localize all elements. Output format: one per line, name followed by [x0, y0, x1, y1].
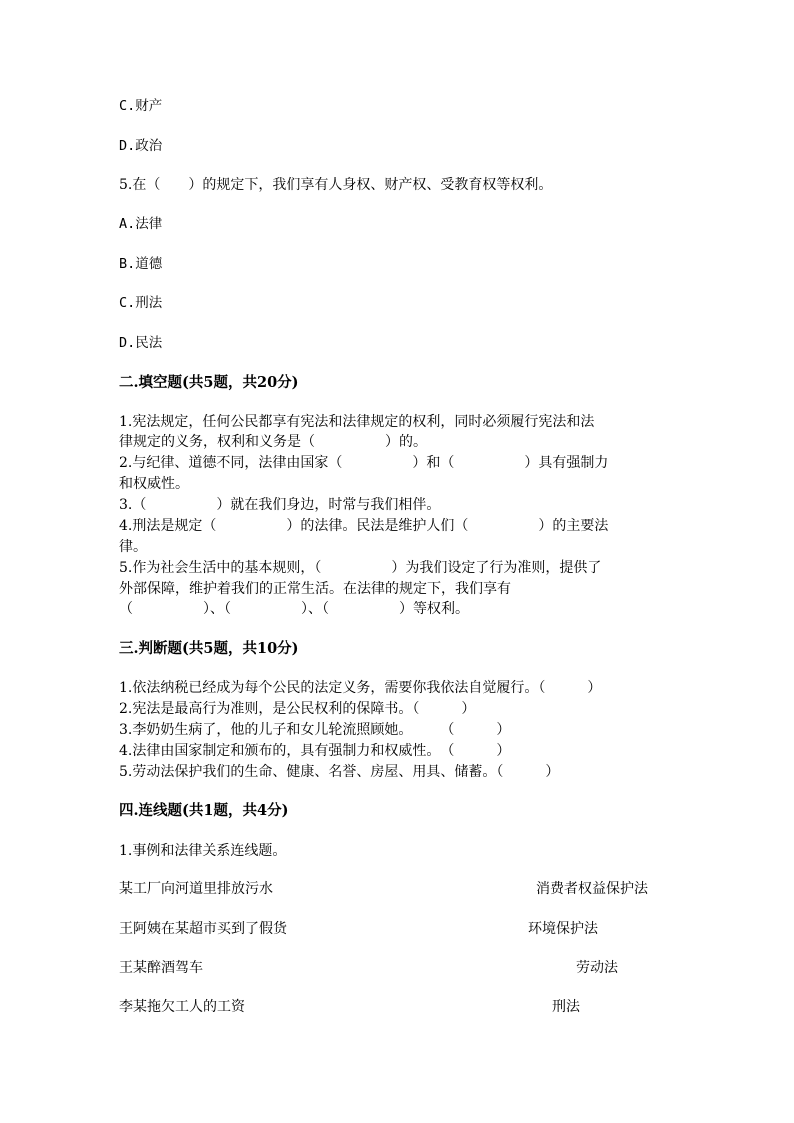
- match-right-item: 刑法: [552, 999, 580, 1015]
- fill-line: 4.刑法是规定（ ）的法律。民法是维护人们（ ）的主要法: [119, 518, 609, 534]
- option-a: A.法律: [119, 216, 163, 232]
- fill-line: 律规定的义务，权利和义务是（ ）的。: [119, 434, 427, 450]
- judge-line: 4.法律由国家制定和颁布的，具有强制力和权威性。 （ ）: [119, 743, 511, 759]
- match-left-item: 王阿姨在某超市买到了假货: [119, 921, 287, 937]
- match-left-item: 某工厂向河道里排放污水: [119, 881, 273, 897]
- fill-line: 和权威性。: [119, 476, 189, 492]
- fill-line: 外部保障，维护着我们的正常生活。在法律的规定下，我们享有: [119, 581, 511, 597]
- match-left-item: 李某拖欠工人的工资: [119, 999, 245, 1015]
- question-5-stem: 5.在（ ）的规定下，我们享有人身权、财产权、受教育权等权利。: [119, 177, 553, 193]
- fill-line: 1.宪法规定，任何公民都享有宪法和法律规定的权利，同时必须履行宪法和法: [119, 414, 595, 430]
- section-title-fill: 二.填空题(共5题，共20分): [119, 374, 299, 391]
- judge-line: 5.劳动法保护我们的生命、健康、名誉、房屋、用具、储蓄。（ ）: [119, 764, 560, 780]
- section-title-judge: 三.判断题(共5题，共10分): [119, 640, 299, 657]
- judge-line: 1.依法纳税已经成为每个公民的法定义务，需要你我依法自觉履行。（ ）: [119, 680, 602, 696]
- judge-line: 3.李奶奶生病了，他的儿子和女儿轮流照顾她。 （ ）: [119, 722, 511, 738]
- fill-line: 5.作为社会生活中的基本规则，（ ）为我们设定了行为准则，提供了: [119, 560, 602, 576]
- match-right-item: 环境保护法: [528, 921, 598, 937]
- option-c: C.刑法: [119, 295, 163, 311]
- option-d: D.民法: [119, 335, 163, 351]
- fill-line: 律。: [119, 539, 147, 555]
- section-title-match: 四.连线题(共1题，共4分): [119, 802, 289, 819]
- fill-line: 2.与纪律、道德不同，法律由国家（ ）和（ ）具有强制力: [119, 455, 609, 471]
- fill-line: 3.（ ）就在我们身边，时常与我们相伴。: [119, 497, 441, 513]
- match-right-item: 劳动法: [576, 960, 618, 976]
- judge-line: 2.宪法是最高行为准则，是公民权利的保障书。（ ）: [119, 701, 476, 717]
- option-d: D.政治: [119, 138, 163, 154]
- match-right-item: 消费者权益保护法: [536, 881, 648, 897]
- fill-line: （ ）、（ ）、（ ）等权利。: [119, 601, 469, 617]
- option-b: B.道德: [119, 256, 163, 272]
- match-left-item: 王某醉酒驾车: [119, 960, 203, 976]
- option-c: C.财产: [119, 98, 163, 114]
- match-intro: 1.事例和法律关系连线题。: [119, 843, 287, 859]
